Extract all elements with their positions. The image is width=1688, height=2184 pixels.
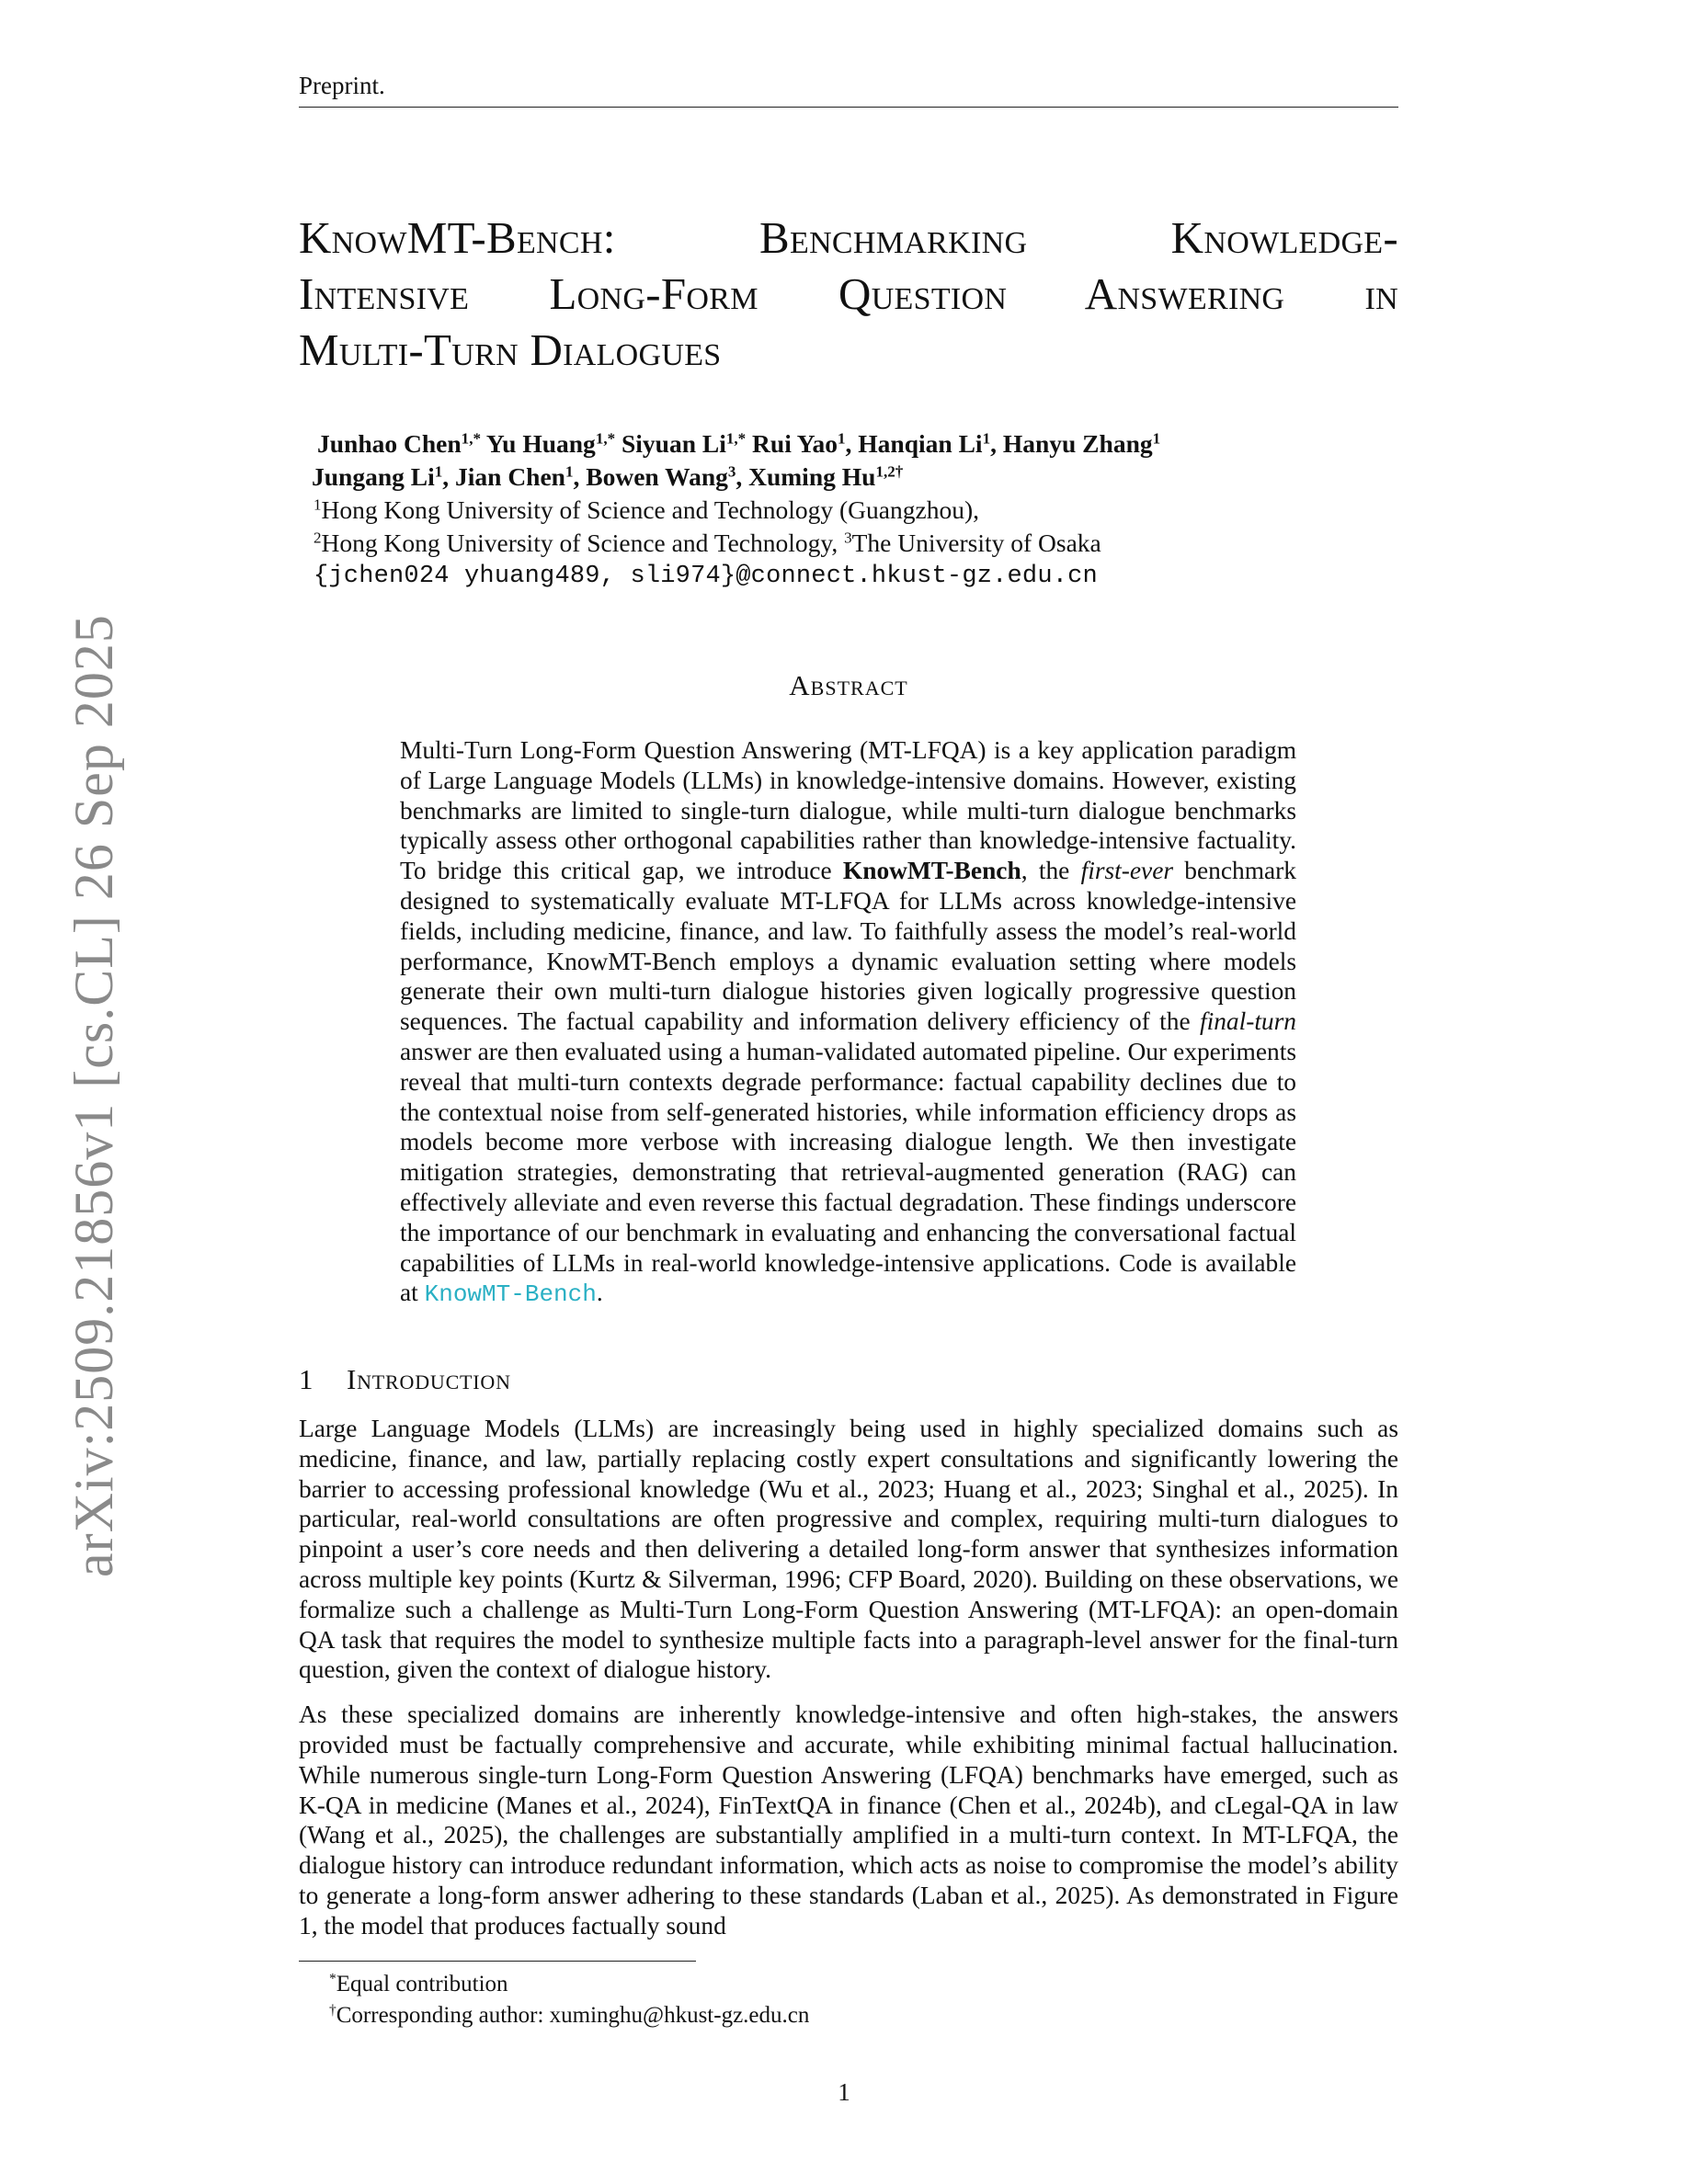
- author-emails: {jchen024 yhuang489, sli974}@connect.hkust-gz.edu.cn: [314, 563, 1098, 590]
- affiliation-mark: 2: [314, 529, 322, 547]
- affiliation-1: [314, 494, 1411, 527]
- benchmark-name: KnowMT-Bench: [842, 857, 1021, 885]
- abstract-heading: Abstract: [789, 669, 908, 701]
- affiliation-mark: 1,*: [595, 429, 616, 448]
- author-name: Xuming Hu: [748, 462, 876, 491]
- emphasis: first-ever: [1080, 857, 1174, 885]
- affiliation-text: The University of Osaka: [851, 529, 1101, 557]
- footnote-mark: †: [329, 2002, 336, 2019]
- abstract-segment: answer are then evaluated using a human-validated automated pipeline. Our experiments reveal that multi-turn contexts degrade performance: factual capability declines due to the contextual noise from self-generated histories, while information efficiency drops as models become more verbose with increasing dialogue length. We then investigate mitigation strategies, demonstrating that retrieval-augmented generation (RAG) can effectively alleviate and even reverse this factual degradation. These findings underscore the importance of our benchmark in evaluating and enhancing the conversational factual capabilities of LLMs in real-world knowledge-intensive applications. Code is available at: [400, 1037, 1296, 1307]
- footnote-text: Corresponding author: xuminghu@hkust-gz.edu.cn: [336, 2003, 810, 2028]
- author-name: Hanyu Zhang: [1002, 429, 1153, 458]
- emphasis: final-turn: [1199, 1007, 1296, 1036]
- footnote-rule: [299, 1961, 696, 1962]
- abstract-segment: Multi-Turn Long-Form Question Answering (MT-LFQA) is a key application paradigm of Large Language Models (LLMs) in knowledge-intensive domains. However, existing benchmarks are limited to single-turn dialogue, while multi-turn dialogue benchmarks typically assess other orthogonal capabilities rather than knowledge-intensive factuality. To bridge this critical gap, we introduce: [400, 736, 1296, 885]
- introduction-body: [299, 1414, 1398, 1956]
- paragraph: Large Language Models (LLMs) are increasingly being used in highly specialized domains such as medicine, finance, and law, partially replacing costly expert consultations and significantly lowering the barrier to accessing professional knowledge (Wu et al., 2023; Huang et al., 2023; Singhal et al., 2025). In particular, real-world consultations are often progressive and complex, requiring multi-turn dialogues to pinpoint a user’s core needs and then delivering a detailed long-form answer that synthesizes information across multiple key points (Kurtz & Silverman, 1996; CFP Board, 2020). Building on these observations, we formalize such a challenge as Multi-Turn Long-Form Question Answering (MT-LFQA): an open-domain QA task that requires the model to synthesize multiple facts into a paragraph-level answer for the final-turn question, given the context of dialogue history.: [299, 1415, 1398, 1684]
- paragraph: As these specialized domains are inherently knowledge-intensive and often high-stakes, the answers provided must be factually comprehensive and accurate, while exhibiting minimal factual hallucination. While numerous single-turn Long-Form Question Answering (LFQA) benchmarks have emerged, such as K-QA in medicine (Manes et al., 2024), FinTextQA in finance (Chen et al., 2024b), and cLegal-QA in law (Wang et al., 2025), the challenges are substantially amplified in a multi-turn context. In MT-LFQA, the dialogue history can introduce redundant information, which acts as noise to compromise the model’s ability to generate a long-form answer adhering to these standards (Laban et al., 2025). As demonstrated in Figure 1, the model that produces factually sound: [299, 1701, 1398, 1939]
- footnote-text: Equal contribution: [336, 1972, 508, 1996]
- author-name: Jungang Li: [312, 462, 435, 491]
- affiliation-mark: 3: [844, 529, 852, 547]
- author-name: Junhao Chen: [317, 429, 462, 458]
- affiliation-2: [314, 527, 1411, 560]
- header-rule: [299, 107, 1398, 108]
- affiliation-mark: 1: [434, 462, 443, 481]
- affiliation-mark: 1: [565, 462, 574, 481]
- abstract-segment: .: [596, 1279, 603, 1307]
- affiliation-mark: 1,*: [461, 429, 481, 448]
- affiliation-mark: 1,*: [725, 429, 747, 448]
- footnote-mark: *: [329, 1971, 336, 1987]
- affiliation-text: Hong Kong University of Science and Technology (Guangzhou),: [321, 495, 979, 524]
- footnotes: [329, 1969, 809, 2031]
- author-name: Rui Yao: [752, 429, 838, 458]
- paper-title: [299, 210, 1398, 378]
- preprint-label: Preprint.: [299, 72, 385, 99]
- affiliation-mark: 1: [314, 495, 322, 514]
- author-line-2: Jungang Li$^1$, Jian Chen$^1$, Bowen Wang$^3$, Xuming $Hu^{1,2\dagger}$: [312, 462, 904, 491]
- author-name: Jian Chen: [455, 462, 565, 491]
- author-name: Hanqian Li: [858, 429, 983, 458]
- section-title: Introduction: [347, 1363, 511, 1395]
- author-name: Bowen Wang: [586, 462, 728, 491]
- section-heading-introduction: [299, 1363, 511, 1396]
- affiliation-mark: 1,2†: [875, 462, 904, 481]
- footnote-equal-contribution: [329, 1969, 809, 2000]
- affiliation-mark: 1: [982, 429, 991, 448]
- section-number: 1: [299, 1363, 314, 1395]
- title-line-1: KnowMT-Bench: Benchmarking Knowledge-: [299, 212, 1398, 263]
- author-line-1: Junhao Chen$^{1,*}$ Yu Huang$^{1,*}$ Siyuan $Li^{1,*}$ Rui Yao$^1$, Hanqian Li$^1$, Hanyu Zhang$^1$: [317, 429, 1161, 458]
- title-line-2: Intensive Long-Form Question Answering in: [299, 268, 1398, 319]
- abstract-segment: benchmark designed to systematically evaluate MT-LFQA for LLMs across knowledge-intensive fields, including medicine, finance, and law. To faithfully assess the model’s real-world performance, KnowMT-Bench employs a dynamic evaluation setting where models generate their own multi-turn dialogue histories given logically progressive question sequences. The factual capability and information delivery efficiency of the: [400, 857, 1296, 1036]
- arxiv-identifier-stamp: arXiv:2509.21856v1 [cs.CL] 26 Sep 2025: [63, 614, 124, 1577]
- affiliation-mark: 3: [727, 462, 736, 481]
- title-line-3: Multi-Turn Dialogues: [299, 324, 722, 375]
- abstract-segment: , the: [1021, 857, 1081, 885]
- affiliation-mark: 1: [838, 429, 846, 448]
- author-block: [312, 427, 1411, 593]
- abstract-text: [400, 735, 1296, 1310]
- code-link[interactable]: KnowMT-Bench: [424, 1280, 597, 1309]
- page-number: 1: [838, 2078, 850, 2106]
- author-name: Siyuan Li: [621, 429, 726, 458]
- author-name: Yu Huang: [485, 429, 596, 458]
- affiliation-text: Hong Kong University of Science and Technology,: [321, 529, 845, 557]
- footnote-corresponding-author: [329, 2000, 809, 2031]
- affiliation-mark: 1: [1152, 429, 1161, 448]
